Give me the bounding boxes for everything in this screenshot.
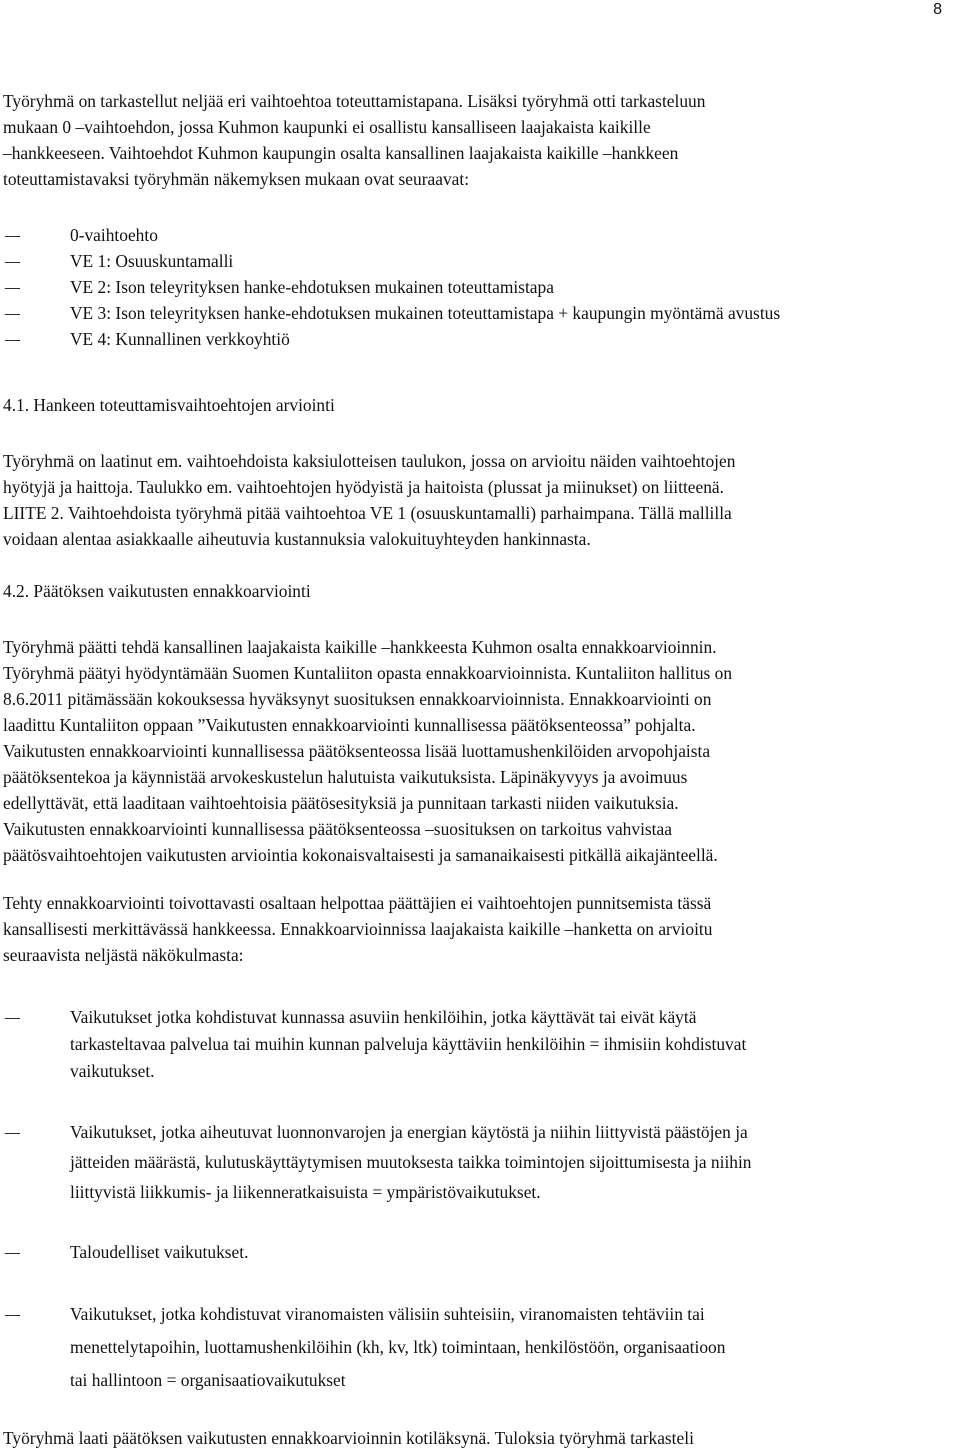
list-item [3, 1004, 951, 1085]
text-line: Taloudelliset vaikutukset. [70, 1242, 249, 1262]
text-line: seuraavista neljästä näkökulmasta: [3, 945, 244, 965]
list-item: – VE 3: Ison teleyrityksen hanke-ehdotuksen mukainen toteuttamistapa + kaupungin myöntämä avustus [3, 300, 951, 326]
text-line: Vaikutusten ennakkoarviointi kunnallisessa päätöksenteossa –suosituksen on tarkoitus vahvistaa [3, 819, 672, 839]
text-line: voidaan alentaa asiakkaalle aiheutuvia kustannuksia valokuituyhteyden hankinnasta. [3, 529, 591, 549]
text-line: Tehty ennakkoarviointi toivottavasti osaltaan helpottaa päättäjien ei vaihtoehtojen punnitsemista tässä [3, 893, 712, 913]
intro-paragraph [3, 88, 951, 192]
text-line: kansallisesti merkittävässä hankkeessa. Ennakkoarvioinnissa laajakaista kaikille –hanketta on arvioitu [3, 919, 713, 939]
text-line: liittyvistä liikkumis- ja liikenneratkaisuista = ympäristövaikutukset. [70, 1182, 541, 1202]
text-line: Työryhmä päätti tehdä kansallinen laajakaista kaikille –hankkeesta Kuhmon osalta ennakkoarvioinnin. [3, 637, 717, 657]
text-line: Työryhmä on tarkastellut neljää eri vaihtoehtoa toteuttamistapana. Lisäksi työryhmä otti tarkasteluun [3, 91, 706, 111]
text-line: menettelytapoihin, luottamushenkilöihin (kh, kv, ltk) toimintaan, henkilöstöön, organisaatioon [70, 1337, 726, 1357]
section-4-2-paragraph-2 [3, 890, 951, 968]
text-line: tai hallintoon = organisaatiovaikutukset [70, 1370, 346, 1390]
text-line: LIITE 2. Vaihtoehdoista työryhmä pitää vaihtoehtoa VE 1 (osuuskuntamalli) parhaimpana. Tällä mallilla [3, 503, 732, 523]
list-item: – VE 2: Ison teleyrityksen hanke-ehdotuksen mukainen toteuttamistapa [3, 274, 951, 300]
list-item [3, 1239, 951, 1266]
document-body [3, 88, 951, 1451]
text-line: 8.6.2011 pitämässään kokouksessa hyväksynyt suosituksen ennakkoarvioinnista. Ennakkoarviointi on [3, 689, 712, 709]
text-line: hyötyjä ja haittoja. Taulukko em. vaihtoehtojen hyödyistä ja haitoista (plussat ja miinukset) on liitteenä. [3, 477, 724, 497]
text-line: Vaikutukset, jotka kohdistuvat viranomaisten välisiin suhteisiin, viranomaisten tehtäviin tai [70, 1304, 705, 1324]
text-line: mukaan 0 –vaihtoehdon, jossa Kuhmon kaupunki ei osallistu kansalliseen laajakaista kaikille [3, 117, 651, 137]
section-heading-4-2: 4.2. Päätöksen vaikutusten ennakkoarviointi [3, 581, 311, 601]
list-item: – VE 1: Osuuskuntamalli [3, 248, 951, 274]
options-list [3, 222, 951, 352]
text-line: päätösvaihtoehtojen vaikutusten arviointia kokonaisvaltaisesti ja samanaikaisesti pitkällä aikajänteellä. [3, 845, 718, 865]
text-line: toteuttamistavaksi työryhmän näkemyksen mukaan ovat seuraavat: [3, 169, 470, 189]
text-line: Työryhmä on laatinut em. vaihtoehdoista kaksiulotteisen taulukon, jossa on arvioitu näiden vaihtoehtojen [3, 451, 736, 471]
section-heading-4-1: 4.1. Hankeen toteuttamisvaihtoehtojen arviointi [3, 395, 335, 415]
text-line: vaikutukset. [70, 1061, 155, 1081]
list-item [3, 1117, 951, 1207]
list-item: – VE 4: Kunnallinen verkkoyhtiö [3, 326, 951, 352]
closing-paragraph: Työryhmä laati päätöksen vaikutusten ennakkoarvioinnin kotiläksynä. Tuloksia työryhmä tarkasteli [3, 1428, 694, 1448]
text-line: edellyttävät, että laaditaan vaihtoehtoisia päätösesityksiä ja punnitaan tarkasti niiden vaikutuksia. [3, 793, 679, 813]
section-4-1-paragraph [3, 448, 951, 552]
section-4-2-paragraph-1 [3, 634, 951, 868]
page-number: 8 [933, 1, 942, 18]
text-line: –hankkeeseen. Vaihtoehdot Kuhmon kaupungin osalta kansallinen laajakaista kaikille –hankkeen [3, 143, 679, 163]
perspectives-list [3, 1004, 951, 1397]
text-line: Työryhmä päätyi hyödyntämään Suomen Kuntaliiton opasta ennakkoarvioinnista. Kuntaliiton hallitus on [3, 663, 733, 683]
text-line: Vaikutusten ennakkoarviointi kunnallisessa päätöksenteossa lisää luottamushenkilöiden arvopohjaista [3, 741, 711, 761]
list-item: – 0-vaihtoehto [3, 222, 951, 248]
text-line: päätöksentekoa ja käynnistää arvokeskustelun halutuista vaikutuksista. Läpinäkyvyys ja avoimuus [3, 767, 688, 787]
text-line: Vaikutukset jotka kohdistuvat kunnassa asuviin henkilöihin, jotka käyttävät tai eivät käytä [70, 1007, 697, 1027]
text-line: Vaikutukset, jotka aiheutuvat luonnonvarojen ja energian käytöstä ja niihin liittyvistä päästöjen ja [70, 1122, 748, 1142]
text-line: laadittu Kuntaliiton oppaan ”Vaikutusten ennakkoarviointi kunnallisessa päätöksenteossa” pohjalta. [3, 715, 696, 735]
text-line: jätteiden määrästä, kulutuskäyttäytymisen muutoksesta taikka toimintojen sijoittumisesta ja niihin [70, 1152, 752, 1172]
text-line: tarkasteltavaa palvelua tai muihin kunnan palveluja käyttäviin henkilöihin = ihmisiin kohdistuvat [70, 1034, 747, 1054]
list-item [3, 1298, 951, 1397]
